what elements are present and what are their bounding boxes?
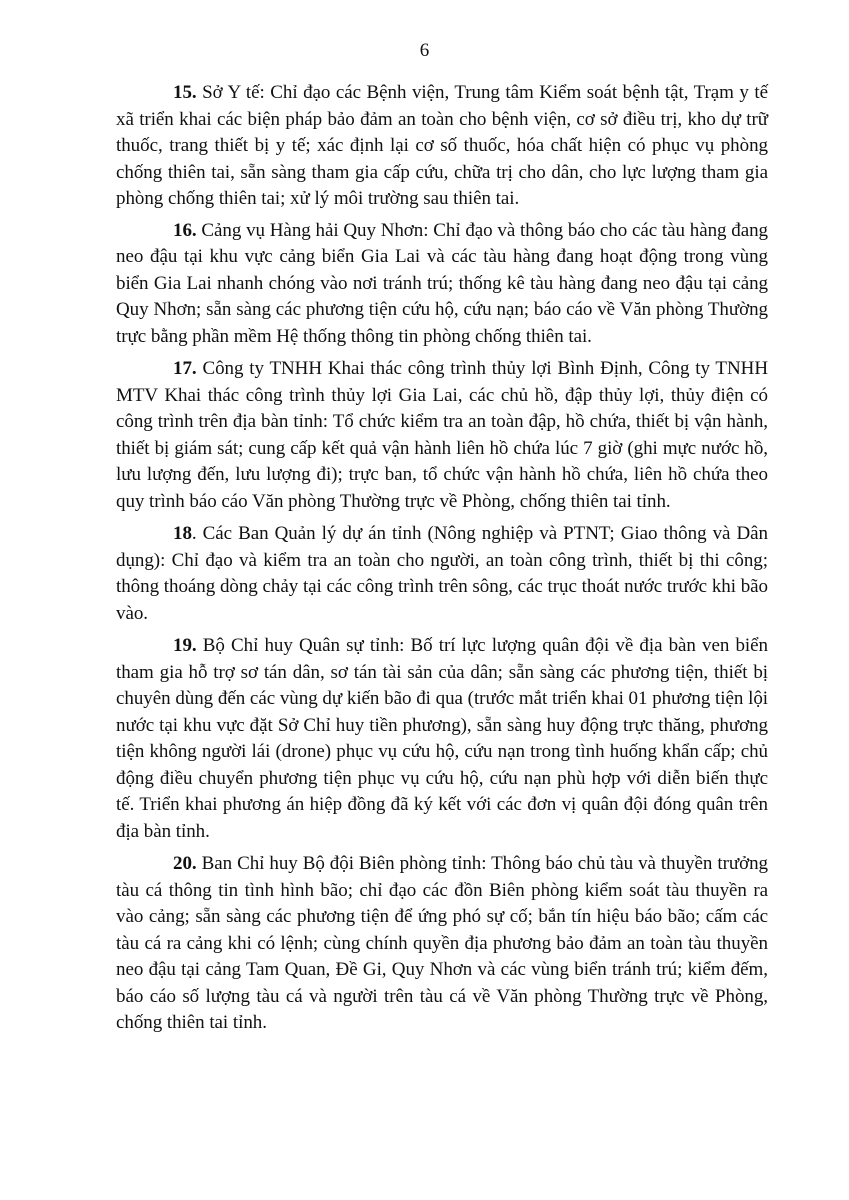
item-number: 20. bbox=[173, 853, 197, 874]
page-number: 6 bbox=[419, 40, 430, 61]
paragraph-text: Cảng vụ Hàng hải Quy Nhơn: Chỉ đạo và thông báo cho các tàu hàng đang neo đậu tại khu vực cảng biển Gia Lai và các tàu hàng đang hoạt động trong vùng biển Gia Lai nhanh chóng vào nơi tránh trú; thống kê tàu hàng đang neo đậu tại cảng Quy Nhơn; sẵn sàng các phương tiện cứu hộ, cứu nạn; báo cáo về Văn phòng Thường trực bằng phần mềm Hệ thống thông tin phòng chống thiên tai. bbox=[116, 219, 768, 347]
item-number: 18 bbox=[173, 523, 192, 544]
document-body bbox=[116, 80, 768, 1043]
item-number: 16. bbox=[173, 219, 197, 241]
paragraph-16 bbox=[116, 218, 768, 351]
paragraph-15 bbox=[116, 80, 768, 213]
item-number: 19. bbox=[173, 635, 197, 656]
paragraph-text: . Các Ban Quản lý dự án tỉnh (Nông nghiệp và PTNT; Giao thông và Dân dụng): Chỉ đạo và kiểm tra an toàn cho người, an toàn công trình, thiết bị thi công; thông thoáng dòng chảy tại các công trình trên sông, các trục thoát nước trước khi bão vào. bbox=[116, 523, 768, 624]
paragraph-text: Sở Y tế: Chỉ đạo các Bệnh viện, Trung tâm Kiểm soát bệnh tật, Trạm y tế xã triển khai các biện pháp bảo đảm an toàn cho bệnh viện, cơ sở điều trị, kho dự trữ thuốc, trang thiết bị y tế; xác định lại cơ số thuốc, hóa chất hiện có phục vụ phòng chống thiên tai, sẵn sàng tham gia cấp cứu, chữa trị cho dân, cho lực lượng tham gia phòng chống thiên tai; xử lý môi trường sau thiên tai. bbox=[116, 82, 768, 209]
paragraph-17 bbox=[116, 356, 768, 515]
item-number: 15. bbox=[173, 82, 197, 103]
item-number: 17. bbox=[173, 358, 197, 379]
paragraph-text: Bộ Chỉ huy Quân sự tỉnh: Bố trí lực lượng quân đội về địa bàn ven biển tham gia hỗ trợ sơ tán dân, sơ tán tài sản của dân; sẵn sàng các phương tiện, thiết bị chuyên dùng đến các vùng dự kiến bão đi qua (trước mắt triển khai 01 phương tiện lội nước tại khu vực đặt Sở Chỉ huy tiền phương), sẵn sàng huy động trực thăng, phương tiện không người lái (drone) phục vụ cứu hộ, cứu nạn trong tình huống khẩn cấp; chủ động điều chuyển phương tiện phục vụ cứu hộ, cứu nạn phù hợp với diễn biến thực tế. Triển khai phương án hiệp đồng đã ký kết với các đơn vị quân đội đóng quân trên địa bàn tỉnh. bbox=[116, 635, 768, 842]
paragraph-19 bbox=[116, 633, 768, 845]
paragraph-20 bbox=[116, 851, 768, 1037]
paragraph-text: Ban Chỉ huy Bộ đội Biên phòng tỉnh: Thông báo chủ tàu và thuyền trưởng tàu cá thông tin tình hình bão; chỉ đạo các đồn Biên phòng kiểm soát tàu thuyền ra vào cảng; sẵn sàng các phương tiện để ứng phó sự cố; bắn tín hiệu báo bão; cấm các tàu cá ra cảng khi có lệnh; cùng chính quyền địa phương bảo đảm an toàn tàu thuyền neo đậu tại cảng Tam Quan, Đề Gi, Quy Nhơn và các vùng biển tránh trú; kiểm đếm, báo cáo số lượng tàu cá và người trên tàu cá về Văn phòng Thường trực về Phòng, chống thiên tai tỉnh. bbox=[116, 853, 768, 1033]
paragraph-text: Công ty TNHH Khai thác công trình thủy lợi Bình Định, Công ty TNHH MTV Khai thác công trình thủy lợi Gia Lai, các chủ hồ, đập thủy lợi, thủy điện có công trình trên địa bàn tỉnh: Tổ chức kiểm tra an toàn đập, hồ chứa, thiết bị vận hành, thiết bị giám sát; cung cấp kết quả vận hành liên hồ chứa lúc 7 giờ (ghi mực nước hồ, lưu lượng đến, lưu lượng đi); trực ban, tổ chức vận hành hồ chứa, liên hồ chứa theo quy trình báo cáo Văn phòng Thường trực về Phòng, chống thiên tai tỉnh. bbox=[116, 358, 768, 512]
paragraph-18 bbox=[116, 521, 768, 627]
